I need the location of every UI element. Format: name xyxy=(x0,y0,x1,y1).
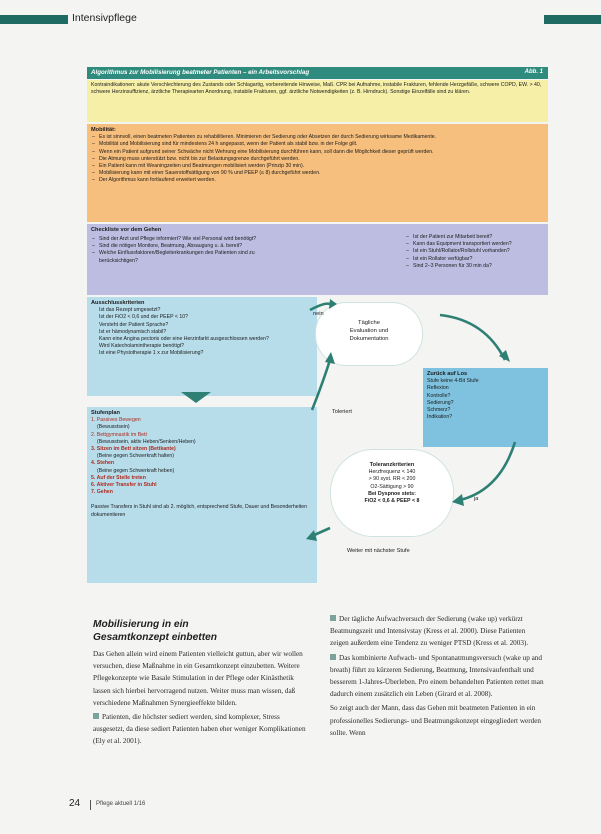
checklist-heading: Checkliste vor dem Gehen xyxy=(91,227,162,233)
tolerance-item: Bei Dyspnoe stets: xyxy=(368,490,416,497)
exclusion-item: Ist er hämodynamisch stabil? xyxy=(99,328,167,335)
back-item: Indikation? xyxy=(427,414,453,421)
mobility-goals-heading: Mobilität: xyxy=(91,127,116,133)
exclusion-item: Kann eine Angina pectoris oder eine Herzinfarkt ausgeschlossen werden? xyxy=(99,336,269,343)
article-heading-line: Mobilisierung in ein xyxy=(93,619,189,630)
article-paragraph: So zeigt auch der Mann, dass das Gehen mit beatmeten Patienten in ein professionelles Sedierungs- und Beatmungskonzept eingegliedert werden sollte. Wenn xyxy=(330,704,541,737)
article-heading xyxy=(93,618,217,644)
checklist-item: – Ist der Patient zur Mitarbeit bereit? xyxy=(413,234,548,241)
checklist-item: – Ist ein Stuhl/Rollator/Rollstuhl vorhanden? xyxy=(413,248,548,255)
daily-evaluation-line: Tägliche xyxy=(358,320,380,326)
checklist-box xyxy=(87,224,548,295)
goal-item: – Wenn ein Patient aufgrund seiner Schwäche nicht Wehrung eine Mobilisierung durchführen kann, soll dann die Möglichkeit dieser geprüft werden. xyxy=(99,149,544,156)
checklist-item: – Sind der Arzt und Pflege informiert? Wie viel Personal wird benötigt? xyxy=(99,236,279,243)
goal-item: – Ein Patient kann mit Weaningzeiten und Beatmungen mobilisiert werden (Prinzip 30 min). xyxy=(99,163,544,170)
arrowhead-icon xyxy=(306,530,317,541)
mobility-goals-box xyxy=(87,124,548,222)
back-item: Kontrolle? xyxy=(427,392,451,399)
arrowhead-icon xyxy=(325,352,335,364)
back-item: Reflexion xyxy=(427,385,449,392)
exclusion-item: Ist das Rezept umgesetzt? xyxy=(99,307,161,314)
goal-item: – Die Atmung muss unterstützt bzw. nicht bis zur Belastungsgrenze durchgeführt werden. xyxy=(99,156,544,163)
tolerance-item: O2-Sättigung > 90 xyxy=(370,483,414,490)
exclusion-item: Wird Katecholamintherapie benötigt? xyxy=(99,343,185,350)
daily-evaluation-line: Dokumentation xyxy=(349,336,389,342)
level-item: 1. Passives Bewegen xyxy=(91,417,141,424)
header-accent-left xyxy=(0,15,68,24)
arrow-exclusion-to-daily xyxy=(310,304,330,310)
goal-item: – Mobilisierung kann mit einer Sauerstoffsättigung von 90 % und PEEP (≤ 8) durchgeführt werden. xyxy=(99,170,544,177)
figure-title-bar xyxy=(87,67,548,79)
exclusion-item: Ist eine Physiotherapie 1 x zur Mobilisierung? xyxy=(99,350,204,357)
level-item: 2. Bettgymnastik im Bett xyxy=(91,431,147,438)
exclusion-heading: Ausschlusskriterien xyxy=(91,300,145,306)
checklist-item: – Sind 2–3 Personen für 30 min da? xyxy=(413,263,548,270)
article-paragraph: Patienten, die höchster sediert werden, sind komplexer, Stress ausgesetzt, da diese sediert Patienten haben eher weniger Komplikationen (Ely et al. 2001). xyxy=(93,713,306,746)
levels-heading: Stufenplan xyxy=(91,410,120,416)
section-title: Intensivpflege xyxy=(72,12,137,24)
label-toleriert: Toleriert xyxy=(332,409,352,415)
level-note: (Bewusstsein) xyxy=(97,424,130,431)
arrow-daily-to-back xyxy=(440,315,505,360)
article-paragraph: Das kombinierte Aufwach- und Spontanatmungsversuch (wake up and breath) führt zu kürzeren Sedierung, Beatmung, Intensivaufenthalt und besserem 1-Jahres-Überleben. Pro einem behandelten Patienten rettet man dadurch einem zusätzlich ein Leben (Girard et al. 2008). xyxy=(330,653,544,699)
goal-item: – Der Algorithmus kann fortlaufend erweitert werden. xyxy=(99,177,544,184)
level-item: 7. Gehen xyxy=(91,489,113,496)
checklist-item: – Kann das Equipment transportiert werden? xyxy=(413,241,548,248)
arrow-back-to-tolerance xyxy=(460,442,515,500)
bullet-square-icon xyxy=(330,654,336,660)
label-next-step: Weiter mit nächster Stufe xyxy=(347,548,410,554)
bullet-square-icon xyxy=(93,713,99,719)
level-note: (Bewusstsein, aktiv Heben/Senken/Heben) xyxy=(97,438,196,445)
exclusion-criteria-box xyxy=(87,297,317,396)
exclusion-item: Ist der FiO2 < 0,6 und der PEEP < 10? xyxy=(99,314,189,321)
tolerance-item: Herzfrequenz < 140 xyxy=(368,469,416,476)
header-accent-right xyxy=(544,15,601,24)
flow-arrows xyxy=(300,290,550,560)
article-left-column xyxy=(93,648,307,748)
label-nein: nein xyxy=(313,311,324,317)
back-heading: Zurück auf Los xyxy=(427,371,468,377)
daily-evaluation-line: Evaluation und xyxy=(349,328,389,334)
figure-label: Abb. 1 xyxy=(524,69,543,75)
arrowhead-icon xyxy=(329,299,337,309)
contraindications-text: Kontraindikationen: akute Verschlechterung des Zustands oder Schlagartig, vorbereitende Hinweise, Maß. CPR bei Aufnahme, instabile Frakturen, fehlende Herzgefäße, schwere COPD, EW. > 40, schwere Herzinsuffizienz, ärztliche Therapiearten Anordnung, instabile Frakturen, ggf. ärztliche Notwendigkeiten (z. B. Hirndruck). Sonstige Einzelfälle sind zu klären. xyxy=(91,82,542,96)
article-paragraph: Der tägliche Aufwachversuch der Sedierung (wake up) verkürzt Beatmungszeit und Intensivstay (Kress et al. 2000). Diese Patienten zeigen außerdem eine Tendenz zu weniger PTSD (Kress et al. 2003). xyxy=(330,615,529,648)
back-item: Sedierung? xyxy=(427,399,454,406)
level-item: 5. Auf der Stelle treten xyxy=(91,474,146,481)
journal-name: Pflege aktuell 1/16 xyxy=(96,801,146,807)
footer-divider xyxy=(90,800,91,810)
level-item: 4. Stehen xyxy=(91,460,115,467)
figure-title: Algorithmus zur Mobilisierung beatmeter Patienten – ein Arbeitsvorschlag xyxy=(91,69,310,76)
page-number: 24 xyxy=(69,798,81,809)
level-item: 3. Sitzen im Bett sitzen (Bettkante) xyxy=(91,446,176,453)
goal-item: – Es ist sinnvoll, einen beatmeten Patienten zu rehabilitieren. Minimieren der Sedierung oder Absetzen der durch Sedierung wirksame Medikamente. xyxy=(99,134,544,141)
footer-bar xyxy=(0,798,601,812)
tolerance-item: FiO2 < 0,6 & PEEP < 8 xyxy=(364,498,420,505)
exclusion-item: Versteht der Patient Sprache? xyxy=(99,321,169,328)
goal-item: – Mobilität und Mobilisierung sind für mindestens 24 h angepasst, wenn der Patient als stabil bzw. in der Folge gilt. xyxy=(99,141,544,148)
down-arrow-icon xyxy=(181,392,211,404)
level-item: 6. Aktiver Transfer in Stuhl xyxy=(91,482,157,489)
levels-box xyxy=(87,407,317,583)
level-note: (Beine gegen Schwerkraft halten) xyxy=(97,453,174,460)
contraindications-box xyxy=(87,80,548,122)
back-item: Schmerz? xyxy=(427,407,451,414)
tolerance-heading: Toleranzkriterien xyxy=(369,462,415,468)
checklist-item: – Welche Einflussfaktoren/Begleiterkrankungen des Patienten sind zu berücksichtigen? xyxy=(99,250,279,264)
level-note: (Beine gegen Schwerkraft heben) xyxy=(97,467,175,474)
back-item: Stufe keine 4-Bit Stufe xyxy=(427,378,479,385)
arrowhead-icon xyxy=(452,494,464,506)
bullet-square-icon xyxy=(330,615,336,621)
arrow-steps-to-daily xyxy=(312,360,330,410)
article-right-column xyxy=(330,613,544,739)
checklist-item: – Ist ein Rollator verfügbar? xyxy=(413,256,548,263)
article-paragraph: Das Gehen allein wird einem Patienten vielleicht guttun, aber wir wollen versuchen, diese Maßnahme in ein Gesamtkonzept einzubetten. Weitere Pflegekonzepte wie Basale Stimulation in der Pflege oder Kinästhetik lassen sich hierbei hervorragend nutzen. Weiter muss man wissen, daß verschiedene Maßnahmen Synergieeffekte bilden. xyxy=(93,650,303,707)
tolerance-item: > 90 syst. RR < 200 xyxy=(368,476,416,483)
article-heading-line: Gesamtkonzept einbetten xyxy=(93,632,217,643)
label-ja: ja xyxy=(474,496,479,502)
levels-footnote: Passive Transfers in Stuhl sind ab 2. möglich, entsprechend Stufe, Dauer und Besonderheiten dokumentieren xyxy=(91,504,307,518)
checklist-item: – Sind die nötigen Monitore, Beatmung, Absaugung u. ä. bereit? xyxy=(99,243,279,250)
